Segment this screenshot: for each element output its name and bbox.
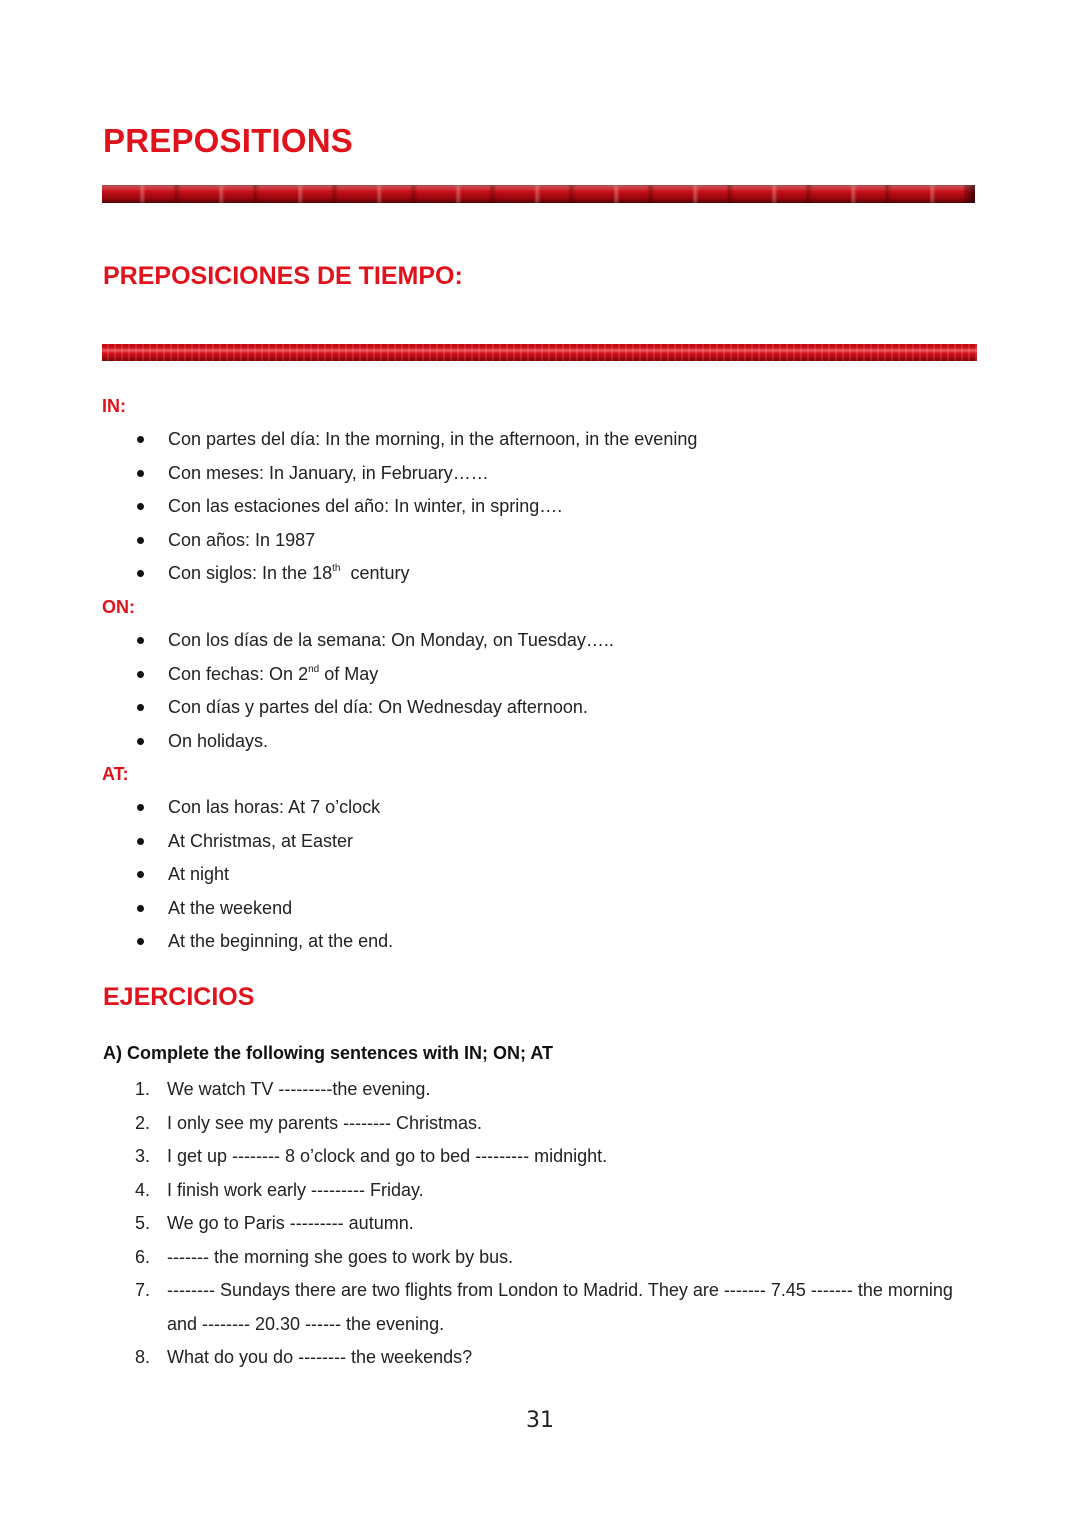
- list-item: Con siglos: In the 18th century: [0, 557, 697, 591]
- bullet-icon: [137, 537, 144, 544]
- section-divider-bar: [102, 344, 977, 361]
- exercise-number: 6.: [135, 1246, 151, 1267]
- exercise-item: 4. I finish work early --------- Friday.: [0, 1174, 977, 1208]
- group-label-at: AT:: [102, 764, 129, 784]
- list-item: At the weekend: [0, 892, 393, 926]
- bullet-icon: [137, 905, 144, 912]
- rule-list-on: [0, 624, 614, 758]
- list-item: At night: [0, 858, 393, 892]
- exercise-number: 7.: [135, 1280, 151, 1300]
- list-item: At the beginning, at the end.: [0, 925, 393, 959]
- list-item: Con las estaciones del año: In winter, in spring….: [0, 490, 697, 524]
- bullet-icon: [137, 804, 144, 811]
- group-label-in: IN:: [102, 396, 126, 416]
- list-item: Con partes del día: In the morning, in the afternoon, in the evening: [0, 423, 697, 457]
- exercise-item: 3. I get up -------- 8 o’clock and go to bed --------- midnight.: [0, 1140, 977, 1174]
- exercise-number: 5.: [135, 1213, 151, 1233]
- bullet-icon: [137, 470, 144, 477]
- bullet-icon: [137, 871, 144, 878]
- exercises-title: EJERCICIOS: [103, 983, 255, 1011]
- exercise-number: 2.: [135, 1112, 151, 1133]
- exercise-item: 5. We go to Paris --------- autumn.: [0, 1207, 977, 1241]
- exercise-number: 1.: [135, 1079, 151, 1099]
- exercise-item: 8. What do you do -------- the weekends?: [0, 1341, 977, 1375]
- bullet-icon: [137, 704, 144, 711]
- exercise-number: 4.: [135, 1179, 151, 1200]
- bullet-icon: [137, 570, 144, 577]
- exercise-number: 3.: [135, 1146, 151, 1166]
- list-item: Con los días de la semana: On Monday, on Tuesday…..: [0, 624, 614, 658]
- exercise-instruction: A) Complete the following sentences with IN; ON; AT: [103, 1043, 554, 1063]
- bullet-icon: [137, 838, 144, 845]
- section-title: PREPOSICIONES DE TIEMPO:: [103, 262, 463, 290]
- list-item: Con las horas: At 7 o’clock: [0, 791, 393, 825]
- rule-list-in: [0, 423, 697, 591]
- list-item: At Christmas, at Easter: [0, 825, 393, 859]
- exercise-number: 8.: [135, 1347, 151, 1367]
- exercise-item: 7. -------- Sundays there are two flights from London to Madrid. They are ------- 7.45 ------- the morning and -------- 20.30 ------ the evening.: [0, 1274, 977, 1341]
- bullet-icon: [137, 738, 144, 745]
- list-item: Con años: In 1987: [0, 524, 697, 558]
- bullet-icon: [137, 938, 144, 945]
- list-item: On holidays.: [0, 725, 614, 759]
- bullet-icon: [137, 436, 144, 443]
- bullet-icon: [137, 503, 144, 510]
- exercise-item: 2. I only see my parents -------- Christmas.: [0, 1107, 977, 1141]
- bullet-icon: [137, 671, 144, 678]
- list-item: Con días y partes del día: On Wednesday afternoon.: [0, 691, 614, 725]
- group-label-on: ON:: [102, 597, 135, 617]
- list-item: Con fechas: On 2nd of May: [0, 658, 614, 692]
- exercise-list: [0, 1073, 977, 1375]
- page-title: PREPOSITIONS: [103, 122, 353, 159]
- page-number: 31: [526, 1408, 554, 1433]
- rule-list-at: [0, 791, 393, 959]
- list-item: Con meses: In January, in February……: [0, 457, 697, 491]
- bullet-icon: [137, 637, 144, 644]
- exercise-item: 6. ------- the morning she goes to work by bus.: [0, 1241, 977, 1275]
- exercise-item: 1. We watch TV ---------the evening.: [0, 1073, 977, 1107]
- title-divider-bar: [102, 185, 975, 203]
